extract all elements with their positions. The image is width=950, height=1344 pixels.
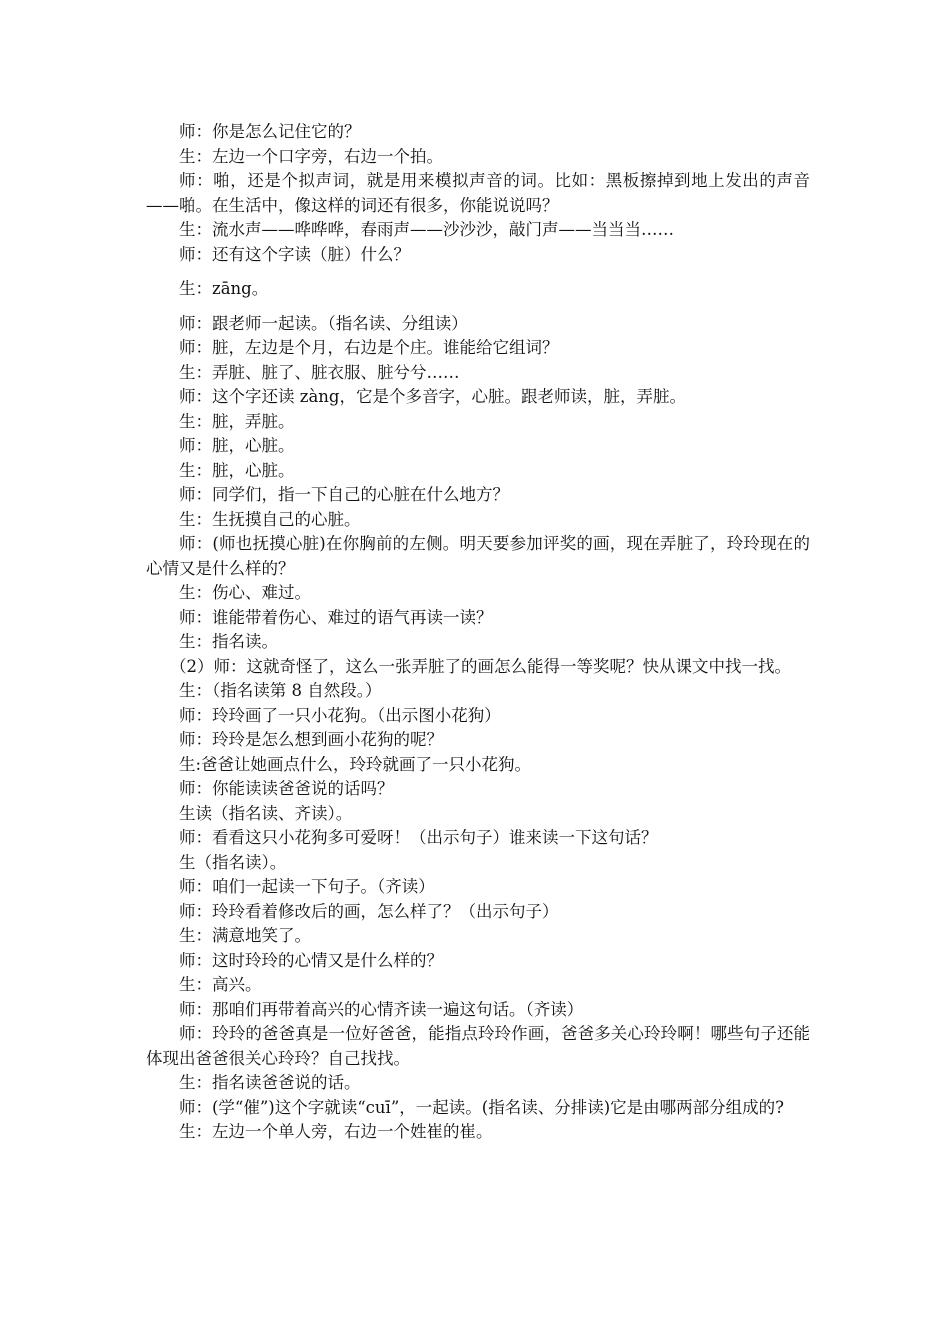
dialogue-line: 生：左边一个单人旁，右边一个姓崔的崔。: [179, 1122, 493, 1141]
dialogue-line: 生：脏，心脏。: [179, 460, 295, 480]
dialogue-paragraph: 师：(师也抚摸心脏)在你胸前的左侧。明天要参加评奖的画，现在弄脏了，玲玲现在的心情又是什么样的？: [146, 534, 810, 578]
dialogue-line: 生：zāng。: [179, 279, 269, 298]
dialogue-line: 师：脏，心脏。: [179, 436, 295, 455]
dialogue-line: 师：还有这个字读（脏）什么？: [179, 244, 410, 264]
dialogue-line: 生：生抚摸自己的心脏。: [179, 509, 361, 529]
dialogue-line: 师：脏，左边是个月，右边是个庄。谁能给它组词？: [179, 338, 559, 357]
dialogue-line: 师：你是怎么记住它的？: [179, 122, 361, 141]
dialogue-paragraph: 师：啪，还是个拟声词，就是用来模拟声音的词。比如：黑板擦掉到地上发出的声音——啪。在生活中，像这样的词还有很多，你能说说吗？: [146, 171, 810, 215]
dialogue-line: 生：脏，弄脏。: [179, 411, 295, 431]
dialogue-paragraph: 师：(学“催”)这个字就读“cuī”，一起读。(指名读、分排读)它是由哪两部分组成的?: [179, 1097, 784, 1117]
dialogue-paragraph: 师：玲玲的爸爸真是一位好爸爸，能指点玲玲作画，爸爸多关心玲玲啊！哪些句子还能体现出爸爸很关心玲玲？自己找找。: [146, 1024, 810, 1068]
dialogue-line: 师：玲玲看着修改后的画，怎么样了？（出示句子）: [179, 901, 559, 921]
dialogue-line: 师：玲玲是怎么想到画小花狗的呢？: [179, 730, 443, 749]
dialogue-line: 师：谁能带着伤心、难过的语气再读一读？: [179, 607, 493, 627]
document-page: [146, 120, 810, 1145]
dialogue-line: 生：弄脏、脏了、脏衣服、脏兮兮……: [179, 362, 460, 382]
dialogue-line: 师：看看这只小花狗多可爱呀！（出示句子）谁来读一下这句话？: [179, 828, 658, 847]
dialogue-line: 师：这时玲玲的心情又是什么样的？: [179, 950, 443, 970]
dialogue-line: 师：咱们一起读一下句子。（齐读）: [179, 877, 435, 896]
dialogue-line: 生：指名读。: [179, 632, 278, 651]
dialogue-line: 生：左边一个口字旁，右边一个拍。: [179, 146, 443, 166]
dialogue-line: 师：同学们，指一下自己的心脏在什么地方？: [179, 485, 509, 504]
dialogue-paragraph: （2）师：这就奇怪了，这么一张弄脏了的画怎么能得一等奖呢？快从课文中找一找。: [170, 656, 791, 676]
dialogue-line: 生读（指名读、齐读）。: [179, 803, 353, 823]
dialogue-line: 生:爸爸让她画点什么，玲玲就画了一只小花狗。: [179, 754, 532, 774]
dialogue-line: 生：满意地笑了。: [179, 926, 311, 945]
dialogue-line: 师：这个字还读 zàng，它是个多音字，心脏。跟老师读，脏，弄脏。: [179, 387, 686, 406]
dialogue-line: 师：你能读读爸爸说的话吗？: [179, 779, 394, 798]
dialogue-line: 生：指名读爸爸说的话。: [179, 1073, 361, 1092]
dialogue-line: 师：玲玲画了一只小花狗。（出示图小花狗）: [179, 705, 501, 725]
dialogue-line: 生（指名读）。: [179, 852, 287, 872]
dialogue-line: 生：高兴。: [179, 975, 262, 994]
dialogue-line: 师：跟老师一起读。（指名读、分组读）: [179, 313, 468, 333]
dialogue-line: 师：那咱们再带着高兴的心情齐读一遍这句话。（齐读）: [179, 999, 584, 1019]
dialogue-line: 生：伤心、难过。: [179, 583, 311, 602]
dialogue-line: 生：流水声——哗哗哗，春雨声——沙沙沙，敲门声——当当当……: [179, 220, 674, 239]
dialogue-line: 生：（指名读第 8 自然段。）: [179, 681, 382, 700]
